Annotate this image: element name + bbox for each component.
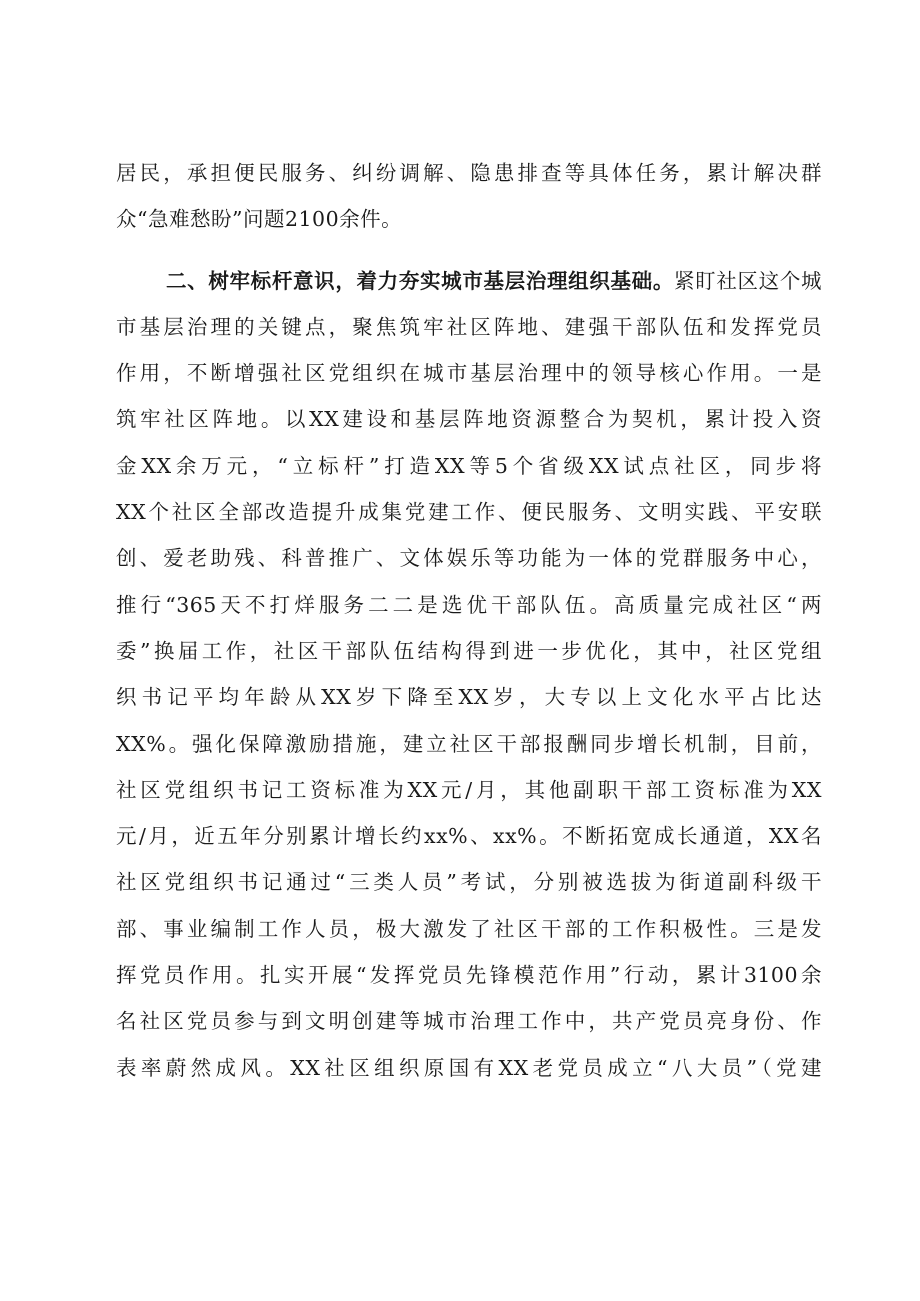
body-line: XX%。强化保障激励措施，建立社区干部报酬同步增长机制，目前， xyxy=(116,731,822,756)
body-line: 委”换届工作，社区干部队伍结构得到进一步优化，其中，社区党组 xyxy=(116,638,822,663)
body-line: 推行“365天不打烊服务二二是选优干部队伍。高质量完成社区“两 xyxy=(116,592,822,617)
body-line: 金XX余万元，“立标杆”打造XX等5个省级XX试点社区，同步将 xyxy=(116,453,822,478)
section-heading: 二、树牢标杆意识，着力夯实城市基层治理组织基础。 xyxy=(166,268,674,293)
body-line: 众“急难愁盼”问题2100余件。 xyxy=(116,207,403,232)
body-line: 社区党组织书记工资标准为XX元/月，其他副职干部工资标准为XX xyxy=(116,777,822,802)
body-line: 部、事业编制工作人员，极大激发了社区干部的工作积极性。三是发 xyxy=(116,916,822,941)
body-line: XX个社区全部改造提升成集党建工作、便民服务、文明实践、平安联 xyxy=(116,500,822,525)
body-line: 织书记平均年龄从XX岁下降至XX岁，大专以上文化水平占比达 xyxy=(116,685,822,710)
paragraph-first-line xyxy=(116,258,822,304)
document-body xyxy=(116,150,822,1091)
body-text: 紧盯社区这个城 xyxy=(674,268,822,293)
body-line: 挥党员作用。扎实开展“发挥党员先锋模范作用”行动，累计3100余 xyxy=(116,963,822,988)
body-line: 筑牢社区阵地。以XX建设和基层阵地资源整合为契机，累计投入资 xyxy=(116,407,822,432)
body-line: 名社区党员参与到文明创建等城市治理工作中，共产党员亮身份、作 xyxy=(116,1009,822,1034)
body-line: 作用，不断增强社区党组织在城市基层治理中的领导核心作用。一是 xyxy=(116,361,822,386)
body-line: 市基层治理的关键点，聚焦筑牢社区阵地、建强干部队伍和发挥党员 xyxy=(116,314,822,339)
body-line: 社区党组织书记通过“三类人员”考试，分别被选拔为街道副科级干 xyxy=(116,870,822,895)
paragraph-gap xyxy=(116,243,822,258)
body-line: 创、爱老助残、科普推广、文体娱乐等功能为一体的党群服务中心， xyxy=(116,546,822,571)
body-line: 元/月，近五年分别累计增长约xx%、xx%。不断拓宽成长通道，XX名 xyxy=(116,824,822,849)
body-line: 表率蔚然成风。XX社区组织原国有XX老党员成立“八大员”（党建 xyxy=(116,1055,822,1080)
body-line: 居民，承担便民服务、纠纷调解、隐患排查等具体任务，累计解决群 xyxy=(116,161,822,185)
